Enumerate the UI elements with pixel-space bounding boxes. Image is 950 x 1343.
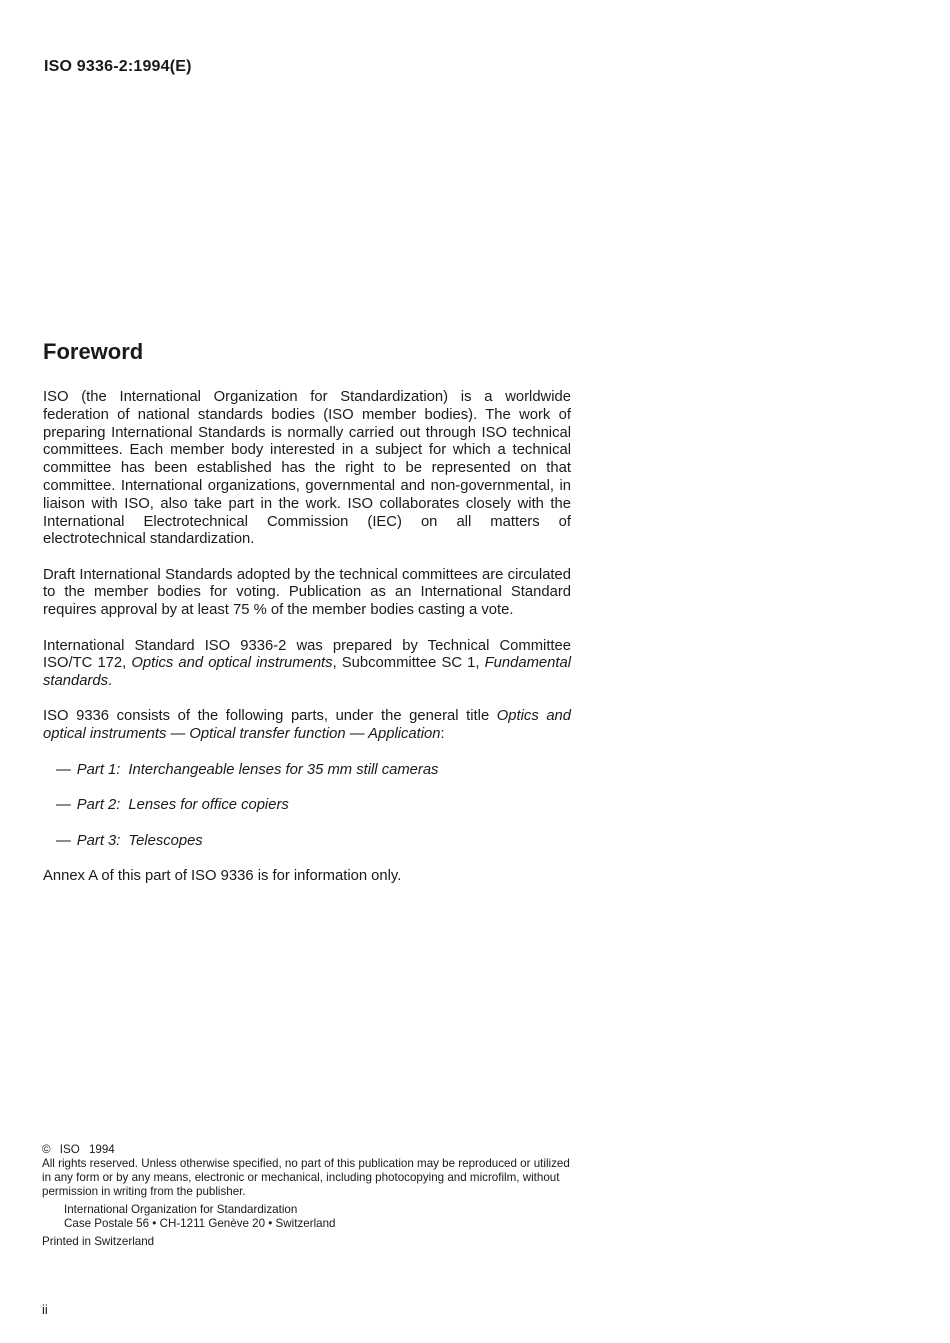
part-number: Part 3: (76, 832, 121, 849)
subcommittee-name: Fundamental standards (43, 655, 571, 690)
part-number: Part 1: (76, 761, 121, 778)
publisher-name: International Organization for Standardization (64, 1203, 298, 1216)
parts-intro-suffix: : (440, 726, 445, 743)
list-dash: — (56, 761, 71, 778)
prepared-suffix: . (107, 673, 113, 690)
parts-intro-prefix: ISO 9336 consists of the following parts, under the general title (43, 708, 497, 725)
foreword-body (43, 389, 571, 904)
paragraph-parts-intro (43, 708, 571, 744)
copyright-block (42, 1143, 572, 1249)
document-code: ISO 9336-2:1994(E) (44, 58, 192, 75)
committee-name: Optics and optical instruments (131, 655, 333, 672)
publisher-postal: Case Postale 56 • CH-1211 Genève 20 • Switzerland (64, 1217, 336, 1230)
list-dash: — (56, 797, 71, 814)
printed-in: Printed in Switzerland (42, 1235, 155, 1248)
parts-list (43, 762, 571, 851)
annex-note: Annex A of this part of ISO 9336 is for information only. (43, 868, 402, 885)
part-title: Telescopes (128, 832, 203, 849)
rights-statement: All rights reserved. Unless otherwise specified, no part of this publication may be reproduced or utilized in any form or by any means, electronic or mechanical, including photocopying and microfilm, without permission in writing from the publisher. (42, 1157, 570, 1198)
prepared-prefix: International Standard ISO 9336-2 was prepared by Technical Committee ISO/TC 172, (43, 637, 571, 672)
paragraph-prepared-by (43, 638, 571, 691)
part-title: Interchangeable lenses for 35 mm still cameras (128, 761, 439, 778)
copyright-notice: © ISO 1994 (42, 1143, 115, 1156)
part-number: Part 2: (76, 797, 121, 814)
list-item (43, 762, 571, 780)
foreword-title: Foreword (43, 339, 144, 364)
part-title: Lenses for office copiers (128, 797, 289, 814)
page-number: ii (42, 1302, 48, 1317)
paragraph-draft-standards: Draft International Standards adopted by the technical committees are circulated to the member bodies for voting. Publication as an International Standard requires approval by at least 75 % of the member bodies casting a vote. (43, 566, 571, 619)
paragraph-iso-intro: ISO (the International Organization for Standardization) is a worldwide federation of national standards bodies (ISO member bodies). The work of preparing International Standards is normally carried out through ISO technical committees. Each member body interested in a subject for which a technical committee has been established has the right to be represented on that committee. International organizations, governmental and non-governmental, in liaison with ISO, also take part in the work. ISO collaborates closely with the International Electrotechnical Commission (IEC) on all matters of electrotechnical standardization. (43, 389, 571, 548)
list-dash: — (56, 832, 71, 849)
list-item (43, 797, 571, 815)
prepared-middle: , Subcommittee SC 1, (332, 655, 485, 672)
general-title: Optics and optical instruments — Optical transfer function — Application (43, 708, 572, 743)
publisher-address (64, 1203, 572, 1231)
list-item (43, 833, 571, 851)
